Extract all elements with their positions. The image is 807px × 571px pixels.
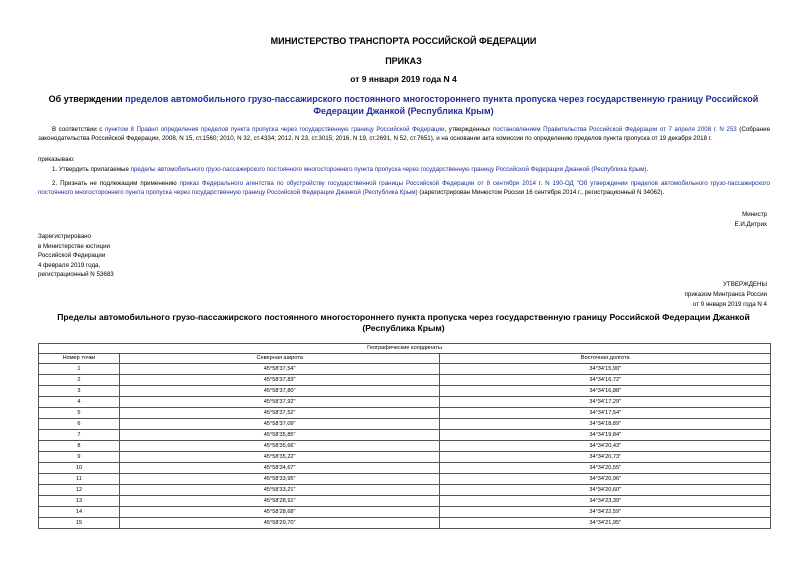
- cell-latitude: 45°58'29,70": [119, 518, 440, 529]
- cell-latitude: 45°58'37,52": [119, 408, 440, 419]
- limits-link[interactable]: пределы автомобильного грузо-пассажирского постоянного многостороннего пункта пропуска через государственную границу Российской Федерации Джанкой (Республика Крым): [130, 166, 647, 173]
- paragraph-item-1: [38, 166, 770, 175]
- cell-point-number: 12: [39, 485, 120, 496]
- signature-block: [735, 210, 767, 229]
- table-group-header-row: [39, 344, 771, 354]
- subject-prefix: Об утверждении: [48, 94, 126, 104]
- government-decree-link[interactable]: постановлением Правительства Российской Федерации от 7 апреля 2008 г. N 253: [492, 126, 737, 133]
- signature-position: Министр: [742, 211, 767, 218]
- table-row: [39, 507, 771, 518]
- limits-title: Пределы автомобильного грузо-пассажирского постоянного многостороннего пункта пропуска через государственную границу Российской Федерации Джанкой (Республика Крым): [57, 312, 750, 333]
- p2-text-a: 1. Утвердить прилагаемые: [52, 166, 131, 173]
- paragraph-item-2: [38, 180, 770, 197]
- approval-line-1: УТВЕРЖДЕНЫ: [723, 281, 767, 288]
- cell-point-number: 3: [39, 386, 120, 397]
- cell-longitude: 34°34'21,95": [440, 518, 771, 529]
- cell-longitude: 34°34'22,59": [440, 507, 771, 518]
- table-row: [39, 474, 771, 485]
- registration-line-2: в Министерстве юстиции: [38, 242, 111, 250]
- order-subject: [40, 93, 767, 117]
- cell-longitude: 34°34'23,39": [440, 496, 771, 507]
- registration-line-5: регистрационный N 53683: [38, 271, 114, 279]
- registration-line-1: Зарегистрировано: [38, 233, 91, 240]
- table-row: [39, 441, 771, 452]
- ministry-heading: МИНИСТЕРСТВО ТРАНСПОРТА РОССИЙСКОЙ ФЕДЕРАЦИИ: [270, 36, 537, 46]
- cell-point-number: 6: [39, 419, 120, 430]
- prikazyvayu-line: приказываю:: [38, 156, 75, 163]
- cell-point-number: 2: [39, 375, 120, 386]
- cell-latitude: 45°58'37,92": [119, 397, 440, 408]
- cell-point-number: 4: [39, 397, 120, 408]
- cell-latitude: 45°58'37,09": [119, 419, 440, 430]
- table-row: [39, 518, 771, 529]
- registration-line-4: 4 февраля 2019 года,: [38, 261, 101, 269]
- col-longitude-header: Восточная долгота: [440, 354, 771, 364]
- cell-longitude: 34°34'20,55": [440, 463, 771, 474]
- table-body: [39, 364, 771, 529]
- table-row: [39, 419, 771, 430]
- cell-latitude: 45°58'35,85": [119, 430, 440, 441]
- cell-latitude: 45°58'34,67": [119, 463, 440, 474]
- table-row: [39, 408, 771, 419]
- cell-latitude: 45°58'37,80": [119, 386, 440, 397]
- cell-point-number: 7: [39, 430, 120, 441]
- cell-longitude: 34°34'19,84": [440, 430, 771, 441]
- p2-text-b: .: [646, 166, 649, 173]
- table-row: [39, 375, 771, 386]
- cell-point-number: 5: [39, 408, 120, 419]
- rules-link[interactable]: пунктом 8 Правил определения пределов пункта пропуска через государственную границу Российской Федерации: [104, 126, 445, 133]
- table-header-row: [39, 354, 771, 364]
- cell-longitude: 34°34'17,29": [440, 397, 771, 408]
- cell-longitude: 34°34'20,60": [440, 485, 771, 496]
- order-type-heading: ПРИКАЗ: [385, 56, 422, 66]
- cell-longitude: 34°34'18,89": [440, 419, 771, 430]
- p3-text-a: 2. Признать не подлежащим применению: [52, 180, 180, 187]
- col-number-header: Номер точки: [39, 354, 120, 364]
- p1-text-a: В соответствии с: [52, 126, 105, 133]
- cell-longitude: 34°34'20,73": [440, 452, 771, 463]
- cell-latitude: 45°58'35,66": [119, 441, 440, 452]
- cell-latitude: 45°58'37,83": [119, 375, 440, 386]
- previous-order-link[interactable]: приказ Федерального агентства по обустройству государственной границы Российской Федерации от 8 сентября 2014 г. N 190-ОД "Об утверждении пределов автомобильного грузо-пассажирского постоянного многостороннего пункта пропуска через государственную границу Российской Федерации Джанкой (Республика Крым): [38, 180, 770, 196]
- table-row: [39, 430, 771, 441]
- cell-latitude: 45°58'33,95": [119, 474, 440, 485]
- table-row: [39, 463, 771, 474]
- cell-latitude: 45°58'37,54": [119, 364, 440, 375]
- cell-longitude: 34°34'20,43": [440, 441, 771, 452]
- approval-line-2: приказом Минтранса России: [684, 291, 767, 298]
- cell-point-number: 1: [39, 364, 120, 375]
- p3-text-b: (зарегистрирован Минюстом России 16 сентября 2014 г., регистрационный N 34062).: [417, 188, 665, 196]
- p1-text-b: , утвержденных: [444, 126, 493, 133]
- registration-block: [38, 232, 114, 280]
- cell-point-number: 9: [39, 452, 120, 463]
- table-row: [39, 452, 771, 463]
- cell-point-number: 15: [39, 518, 120, 529]
- cell-longitude: 34°34'20,96": [440, 474, 771, 485]
- paragraph-basis: [38, 126, 770, 143]
- table-row: [39, 397, 771, 408]
- p1-text-c: (Собрание законодательства Российской Федерации, 2008, N 15, ст.1560; 2010, N 32, ст.4334; 2012, N 23, ст.3015; 2016, N 19, ст.2691, N 52, ст.7651), и на основании акта комиссии по определению пределов пункта пропуска от 19 декабря 2018 г.: [38, 126, 771, 142]
- coordinates-table: [38, 343, 771, 529]
- approval-line-3: от 9 января 2019 года N 4: [692, 301, 767, 308]
- cell-point-number: 13: [39, 496, 120, 507]
- cell-latitude: 45°58'28,68": [119, 507, 440, 518]
- table-row: [39, 364, 771, 375]
- cell-latitude: 45°58'28,91": [119, 496, 440, 507]
- group-header: Географические координаты: [39, 344, 771, 354]
- cell-point-number: 8: [39, 441, 120, 452]
- order-date-number: от 9 января 2019 года N 4: [350, 74, 457, 84]
- cell-latitude: 45°58'35,22": [119, 452, 440, 463]
- cell-point-number: 14: [39, 507, 120, 518]
- approval-block: [685, 280, 767, 310]
- table-row: [39, 496, 771, 507]
- cell-point-number: 11: [39, 474, 120, 485]
- cell-longitude: 34°34'15,90": [440, 364, 771, 375]
- cell-longitude: 34°34'17,54": [440, 408, 771, 419]
- cell-longitude: 34°34'16,88": [440, 386, 771, 397]
- cell-point-number: 10: [39, 463, 120, 474]
- subject-link[interactable]: пределов автомобильного грузо-пассажирского постоянного многостороннего пункта пропуска через государственную границу Российской Федерации Джанкой (Республика Крым): [125, 94, 759, 116]
- signature-name: Е.И.Дитрих: [734, 220, 767, 228]
- table-row: [39, 485, 771, 496]
- cell-longitude: 34°34'16,72": [440, 375, 771, 386]
- cell-latitude: 45°58'33,21": [119, 485, 440, 496]
- col-latitude-header: Северная широта: [119, 354, 440, 364]
- registration-line-3: Российской Федерации: [38, 252, 106, 260]
- table-row: [39, 386, 771, 397]
